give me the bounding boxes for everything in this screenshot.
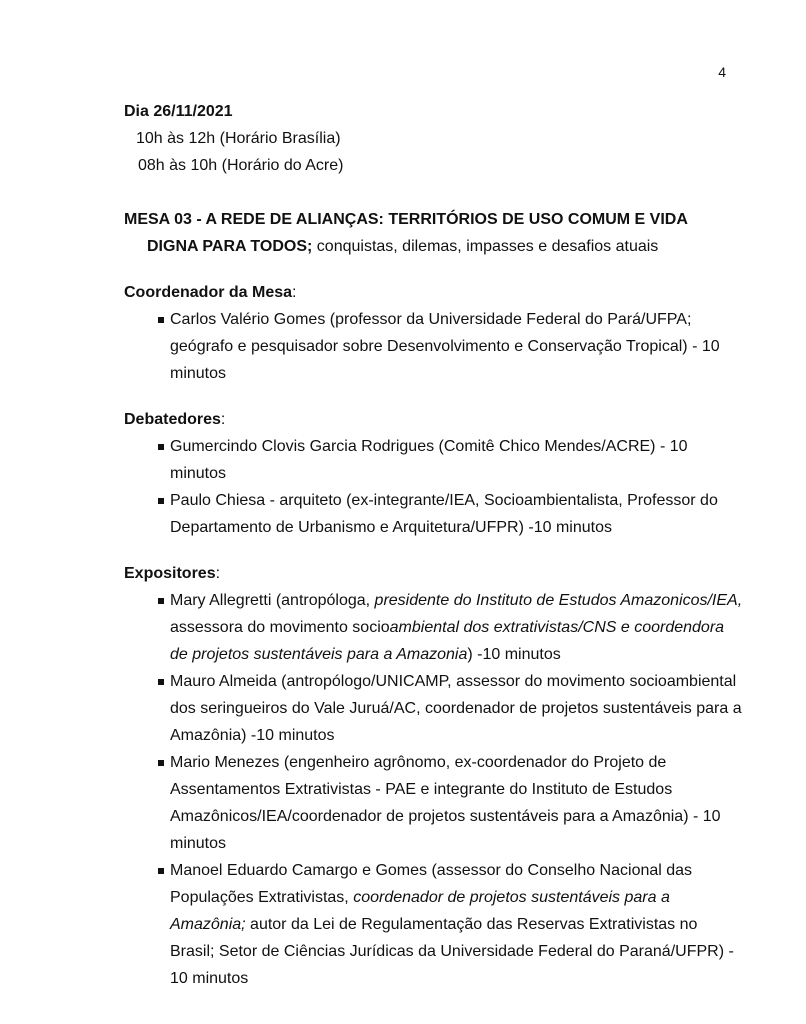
debatedores-heading-label: Debatedores (124, 411, 221, 428)
time-acre: 08h às 10h (Horário do Acre) (138, 157, 344, 174)
mesa-title (124, 206, 744, 260)
list-item: Mauro Almeida (antropólogo/UNICAMP, assessor do movimento socioambiental dos seringueiros do Vale Juruá/AC, coordenador de projetos sustentáveis para a Amazônia) -10 minutos (124, 668, 744, 749)
list-item (124, 587, 744, 668)
debatedor-2-part-a: Paulo Chiesa - arquiteto (ex-integrante/IEA, Socioambientalista, Professor do (170, 492, 718, 509)
page-number: 4 (718, 64, 726, 80)
expositores-heading-label: Expositores (124, 565, 216, 582)
coordenador-heading-label: Coordenador da Mesa (124, 284, 293, 301)
coordenador-section (124, 279, 744, 387)
expositores-heading (124, 560, 744, 587)
expositores-list (124, 587, 744, 992)
debatedores-section (124, 406, 744, 541)
expositor-1-italic-2: ambiental dos extrativistas/CNS e coordendora de projetos sustentáveis para a Amazonia (170, 619, 725, 663)
coordenador-colon: : (292, 284, 297, 301)
mesa-title-line2 (124, 233, 744, 260)
expositor-1-part-c: assessora do movimento socio (170, 619, 390, 636)
list-item: Carlos Valério Gomes (professor da Universidade Federal do Pará/UFPA; geógrafo e pesquisador sobre Desenvolvimento e Conservação Tropical) - 10 minutos (124, 306, 744, 387)
expositores-colon: : (215, 565, 221, 582)
list-item: Mario Menezes (engenheiro agrônomo, ex-coordenador do Projeto de Assentamentos Extrativistas - PAE e integrante do Instituto de Estudos Amazônicos/IEA/coordenador de projetos sustentáveis para a Amazônia) - 10 minutos (124, 749, 744, 857)
coordenador-heading (124, 279, 744, 306)
list-item: Gumercindo Clovis Garcia Rodrigues (Comitê Chico Mendes/ACRE) - 10 minutos (124, 433, 744, 487)
expositor-1-part-e: ) -10 minutos (467, 646, 561, 663)
mesa-subtitle: conquistas, dilemas, impasses e desafios atuais (312, 238, 659, 255)
coordenador-list (124, 306, 744, 387)
document-body (124, 98, 744, 992)
mesa-title-bold: DIGNA PARA TODOS; (147, 238, 313, 255)
debatedor-2-part-b: Departamento de Urbanismo e Arquitetura/UFPR) -10 minutos (170, 519, 612, 536)
list-item (124, 487, 744, 541)
expositor-4-italic: coordenador de projetos sustentáveis para a Amazônia; (170, 889, 670, 933)
time-brasilia: 10h às 12h (Horário Brasília) (136, 130, 341, 147)
expositores-section (124, 560, 744, 992)
debatedores-list (124, 433, 744, 541)
mesa-title-line1: MESA 03 - A REDE DE ALIANÇAS: TERRITÓRIOS DE USO COMUM E VIDA (124, 211, 688, 228)
expositor-1-italic-1: presidente do Instituto de Estudos Amazonicos/IEA, (374, 592, 743, 609)
expositor-1-part-a: Mary Allegretti (antropóloga, (170, 592, 375, 609)
debatedores-heading (124, 406, 744, 433)
expositor-4-part-a: Manoel Eduardo Camargo e Gomes (assessor do Conselho Nacional das Populações Extrativistas, (170, 862, 693, 906)
list-item (124, 857, 744, 992)
event-date: Dia 26/11/2021 (124, 103, 233, 120)
debatedores-colon: : (220, 411, 226, 428)
expositor-4-part-c: autor da Lei de Regulamentação das Reservas Extrativistas no Brasil; Setor de Ciências Jurídicas da Universidade Federal do Paraná/UFPR) - 10 minutos (170, 916, 734, 987)
